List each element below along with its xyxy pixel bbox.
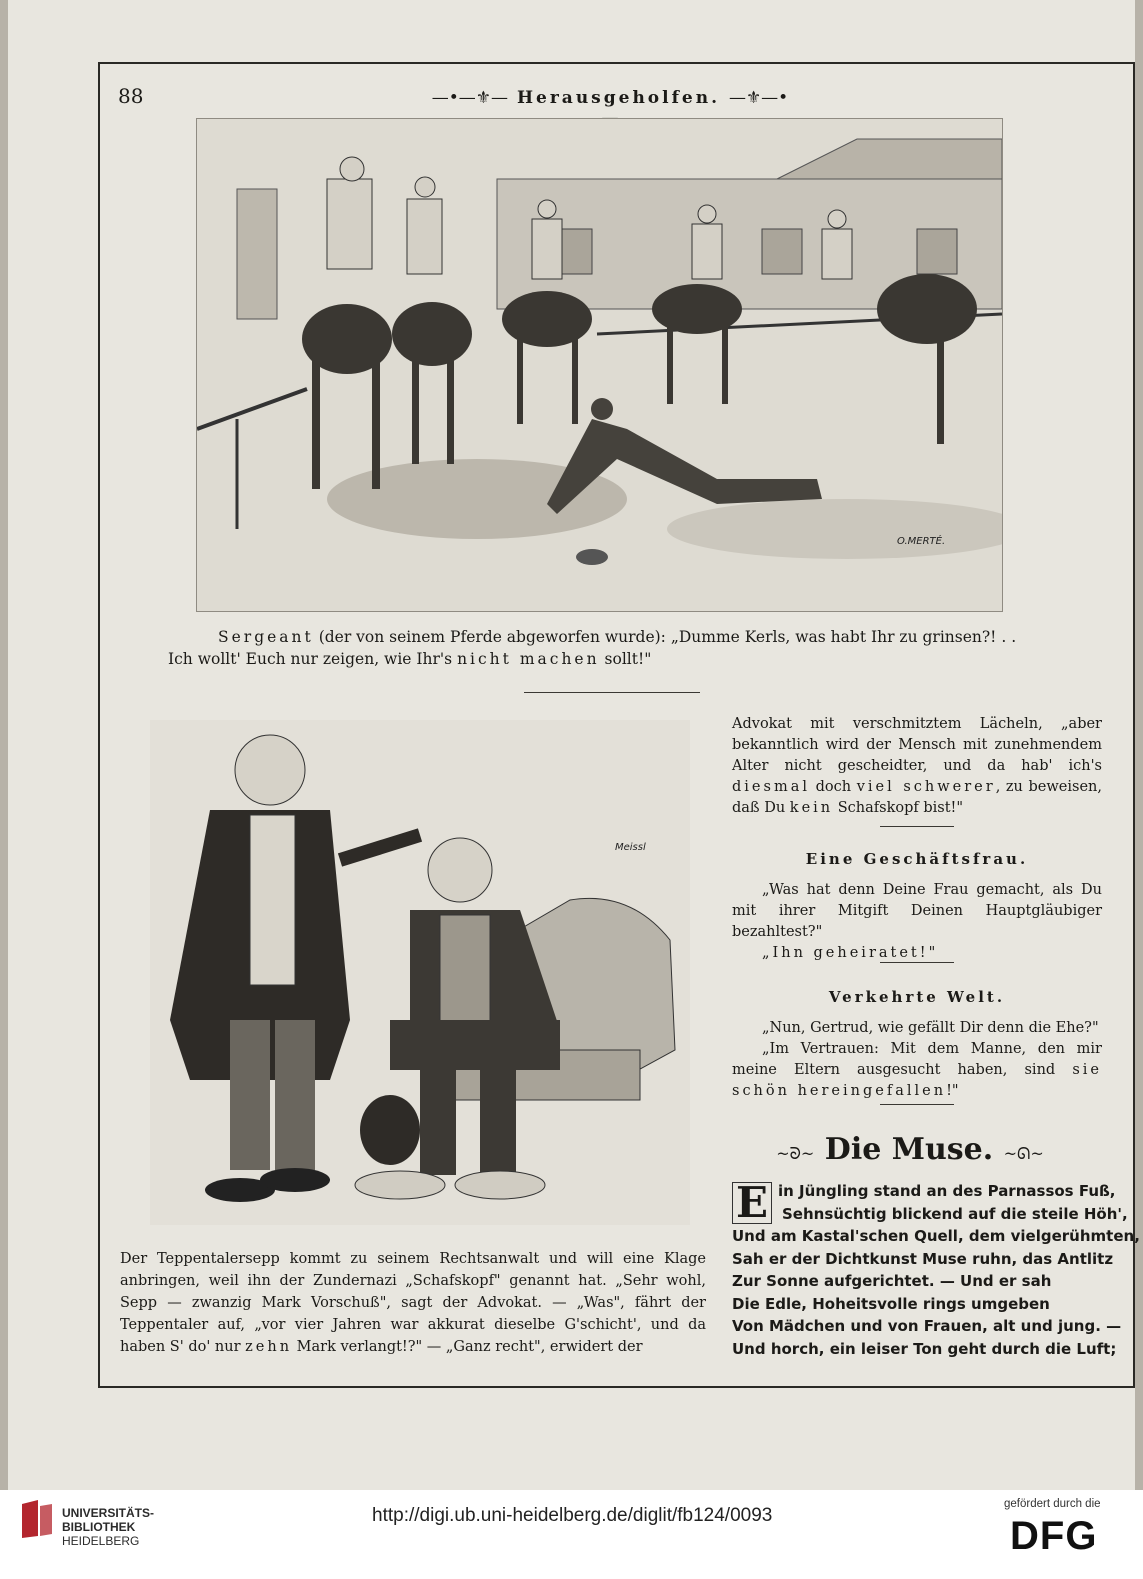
poem-line-2: Sehnsüchtig blickend auf die steile Höh',	[782, 1204, 1128, 1223]
heading-verkehrte-welt: Verkehrte Welt.	[828, 988, 1006, 1006]
gf-line-1: „Was hat denn Deine Frau gemacht, als Du mit ihrer Mitgift Deinen Hauptgläubiger bezahltest?"	[732, 882, 1102, 940]
motiv-text-part-1: Der Teppentalersepp kommt zu seinem Rechtsanwalt und will eine Klage anbringen, weil ihn der Zundernazi „Schafskopf" genannt hat. „Sehr wohl, Sepp — zwanzig Mark Vorschuß", sagt der Advokat. — „Was", fährt der Teppentaler auf, „vor vier Jahren war akkurat dieselbe G'schicht', und da haben S' do' nur	[120, 1251, 706, 1355]
geschaeftsfrau-text	[732, 880, 1102, 964]
funding-note: gefördert durch die	[1004, 1498, 1101, 1510]
poem-line-1: in Jüngling stand an des Parnassos Fuß,	[778, 1182, 1116, 1200]
illustration-cavalry	[196, 118, 1003, 612]
vw-line-2	[732, 1039, 1102, 1102]
cont-part-5: , zu beweisen, daß Du	[732, 779, 1102, 816]
caption-speaker: Sergeant	[218, 628, 314, 646]
university-logo-icon	[18, 1498, 56, 1544]
motiv-text-part-3: Mark verlangt!?" — „Ganz recht", erwidert der	[292, 1339, 643, 1355]
vw-line-1: „Nun, Gertrud, wie gefällt Dir denn die Ehe?"	[762, 1020, 1099, 1036]
caption-line-2	[168, 648, 1068, 670]
illustration1-signature: O.MERTÉ.	[897, 536, 946, 547]
muse-ornament-right: ~ᘏ~	[1003, 1144, 1044, 1163]
vw-line2-spaced: sie schön hereingefallen	[732, 1062, 1102, 1099]
uni-line-2: BIBLIOTHEK	[62, 1520, 136, 1534]
gf-line-2: „Ihn geheiratet!"	[762, 945, 939, 961]
verkehrte-welt-text	[732, 1018, 1102, 1102]
dfg-logo: DFG	[1010, 1514, 1098, 1558]
muse-ornament-left: ~ᘐ~	[776, 1144, 815, 1163]
lawyer-drawing	[150, 720, 690, 1225]
motivierung-continuation	[732, 714, 1102, 819]
cont-spaced-viel: viel schwerer	[856, 779, 996, 795]
title-text: Herausgeholfen.	[516, 88, 721, 108]
poem-title-die-muse	[760, 1132, 1060, 1167]
cavalry-drawing	[197, 119, 1002, 611]
caption-line2-spaced: nicht machen	[457, 650, 600, 668]
motiv-text-spaced: zehn	[245, 1339, 293, 1355]
title-ornament-right: —⚜—•	[728, 88, 789, 108]
caption-herausgeholfen	[168, 626, 1068, 670]
poem-line-8: Und horch, ein leiser Ton geht durch die Luft;	[732, 1339, 1117, 1358]
illustration2-signature: Meissl	[615, 842, 646, 853]
poem-line-6: Die Edle, Hoheitsvolle rings umgeben	[732, 1294, 1050, 1313]
uni-line-3: HEIDELBERG	[62, 1534, 140, 1548]
motivierung-story-text	[120, 1248, 706, 1358]
cont-part-3: doch	[809, 779, 857, 795]
poem-dropcap: E	[732, 1182, 772, 1224]
divider-rule-4	[880, 1104, 954, 1105]
poem-muse-text	[732, 1178, 1140, 1360]
title-ornament-left: —•—⚜—	[431, 88, 509, 108]
divider-rule-3	[880, 962, 954, 963]
footer-bar	[0, 1490, 1143, 1579]
cont-spaced-kein: kein	[789, 800, 834, 816]
cont-spaced-diesmal: diesmal	[732, 779, 810, 795]
divider-rule-2	[880, 826, 954, 827]
poem-line-3: Und am Kastal'schen Quell, dem vielgerühmten,	[732, 1227, 1140, 1245]
caption-line2-b: sollt!"	[604, 650, 652, 668]
poem-line-4: Sah er der Dichtkunst Muse ruhn, das Antlitz	[732, 1249, 1114, 1268]
caption-line2-a: Ich wollt' Euch nur zeigen, wie Ihr's	[168, 650, 453, 668]
muse-title-text: Die Muse.	[824, 1132, 994, 1167]
vw-line2-a: „Im Vertrauen: Mit dem Manne, den mir meine Eltern ausgesucht haben, sind	[732, 1041, 1102, 1078]
page-number: 88	[118, 84, 144, 108]
heading-geschaeftsfrau: Eine Geschäftsfrau.	[805, 850, 1029, 868]
divider-rule-1	[524, 692, 700, 693]
source-url-link[interactable]: http://digi.ub.uni-heidelberg.de/diglit/fb124/0093	[372, 1505, 773, 1526]
poem-line-5: Zur Sonne aufgerichtet. — Und er sah	[732, 1272, 1052, 1290]
illustration-lawyer	[150, 720, 690, 1225]
caption-line1-rest: (der von seinem Pferde abgeworfen wurde): „Dumme Kerls, was habt Ihr zu grinsen?! . .	[318, 628, 1017, 646]
poem-line-7: Von Mädchen und von Frauen, alt und jung. —	[732, 1317, 1122, 1335]
caption-line-1	[218, 626, 1068, 648]
cont-part-1: Advokat mit verschmitztem Lächeln, „aber bekanntlich wird der Mensch mit zunehmendem Alter nicht gescheidter, und da hab' ich's	[732, 716, 1102, 774]
uni-line-1: UNIVERSITÄTS-	[62, 1506, 155, 1520]
cont-part-7: Schafskopf bist!"	[833, 800, 964, 816]
university-name	[62, 1506, 154, 1548]
vw-line2-b: !"	[946, 1083, 959, 1099]
